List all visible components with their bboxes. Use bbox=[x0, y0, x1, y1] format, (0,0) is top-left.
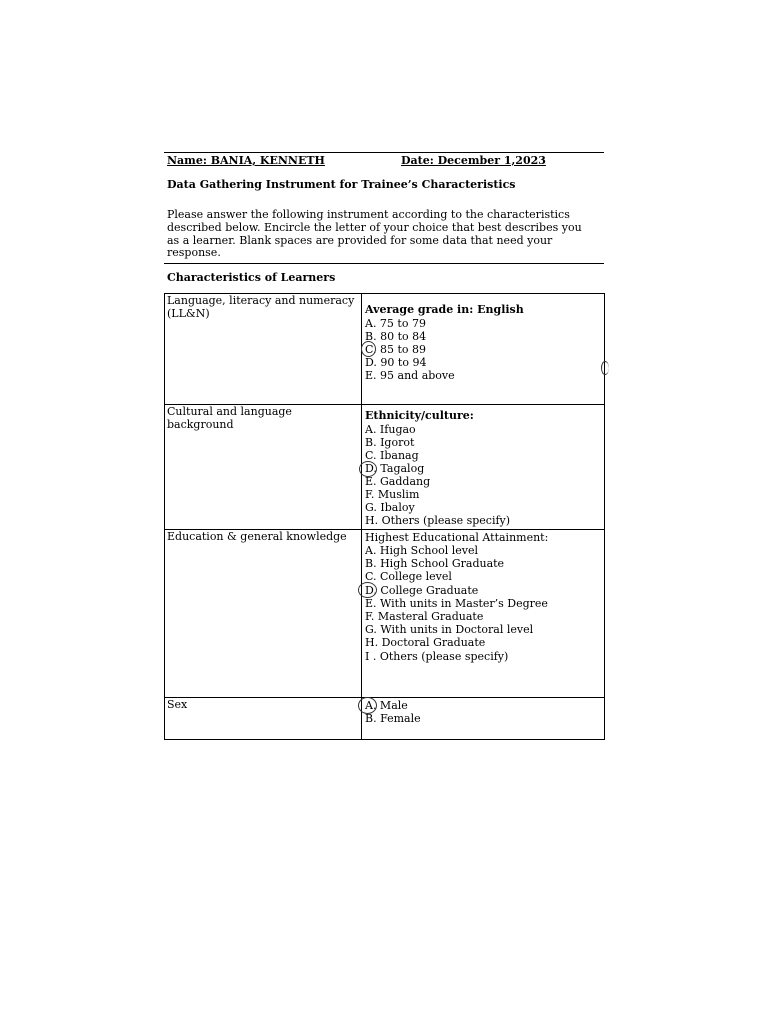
option-e[interactable]: E. 95 and above bbox=[365, 369, 455, 382]
option-a[interactable]: A. 75 to 79 bbox=[365, 317, 426, 330]
row-label-sex bbox=[167, 699, 187, 712]
selection-circle bbox=[358, 697, 377, 714]
option-f[interactable]: F. Masteral Graduate bbox=[365, 610, 484, 623]
instruction-line: response. bbox=[167, 246, 221, 260]
option-f[interactable]: F. Muslim bbox=[365, 488, 420, 501]
option-d[interactable]: D. Tagalog bbox=[365, 462, 425, 475]
option-c[interactable]: C. 85 to 89 bbox=[365, 343, 427, 356]
row-label-line: background bbox=[167, 417, 234, 431]
instructions-bottom-rule bbox=[164, 263, 604, 264]
instruction-line: described below. Encircle the letter of your choice that best describes you bbox=[167, 220, 582, 234]
section-title: Characteristics of Learners bbox=[167, 271, 336, 284]
option-h[interactable]: H. Doctoral Graduate bbox=[365, 636, 486, 649]
option-d[interactable]: D. College Graduate bbox=[365, 584, 479, 597]
table-column-divider bbox=[361, 293, 362, 740]
selection-circle bbox=[359, 461, 377, 477]
option-d[interactable]: D. 90 to 94 bbox=[365, 356, 427, 369]
option-b[interactable]: B. High School Graduate bbox=[365, 557, 505, 570]
option-i[interactable]: I . Others (please specify) bbox=[365, 650, 509, 663]
question-ethnicity: Ethnicity/culture: bbox=[365, 409, 474, 422]
option-e[interactable]: E. With units in Master’s Degree bbox=[365, 597, 548, 610]
form-date: Date: December 1,2023 bbox=[401, 154, 546, 167]
row-label-line: Cultural and language bbox=[167, 405, 292, 418]
option-b[interactable]: B. Female bbox=[365, 712, 421, 725]
stray-mark bbox=[601, 361, 609, 375]
selection-circle bbox=[361, 341, 376, 357]
option-c[interactable]: C. Ibanag bbox=[365, 449, 419, 462]
row-label-line: Language, literacy and numeracy bbox=[167, 294, 355, 307]
option-b[interactable]: B. Igorot bbox=[365, 436, 415, 449]
question-education: Highest Educational Attainment: bbox=[365, 531, 549, 544]
option-e[interactable]: E. Gaddang bbox=[365, 475, 431, 488]
selection-circle bbox=[358, 582, 377, 598]
row-label-line: Education & general knowledge bbox=[167, 530, 347, 543]
instruction-line: as a learner. Blank spaces are provided for some data that need your bbox=[167, 233, 553, 247]
option-a[interactable]: A. Male bbox=[365, 699, 408, 712]
option-g[interactable]: G. Ibaloy bbox=[365, 501, 415, 514]
trainee-name: Name: BANIA, KENNETH bbox=[167, 154, 325, 167]
instructions bbox=[167, 209, 582, 260]
row-label-education bbox=[167, 531, 347, 544]
header-top-rule bbox=[164, 152, 604, 153]
row-label-llm bbox=[167, 295, 354, 321]
option-b[interactable]: B. 80 to 84 bbox=[365, 330, 427, 343]
form-title: Data Gathering Instrument for Trainee’s Characteristics bbox=[167, 178, 516, 191]
row-label-line: Sex bbox=[167, 698, 188, 711]
option-a[interactable]: A. Ifugao bbox=[365, 423, 416, 436]
option-g[interactable]: G. With units in Doctoral level bbox=[365, 623, 534, 636]
option-c[interactable]: C. College level bbox=[365, 570, 452, 583]
row-label-line: (LL&N) bbox=[167, 306, 210, 320]
option-h[interactable]: H. Others (please specify) bbox=[365, 514, 511, 527]
row-label-cultural bbox=[167, 406, 292, 432]
table-row-divider bbox=[164, 697, 605, 698]
option-a[interactable]: A. High School level bbox=[365, 544, 478, 557]
instruction-line: Please answer the following instrument according to the characteristics bbox=[167, 208, 570, 221]
question-english-grade: Average grade in: English bbox=[365, 303, 524, 316]
